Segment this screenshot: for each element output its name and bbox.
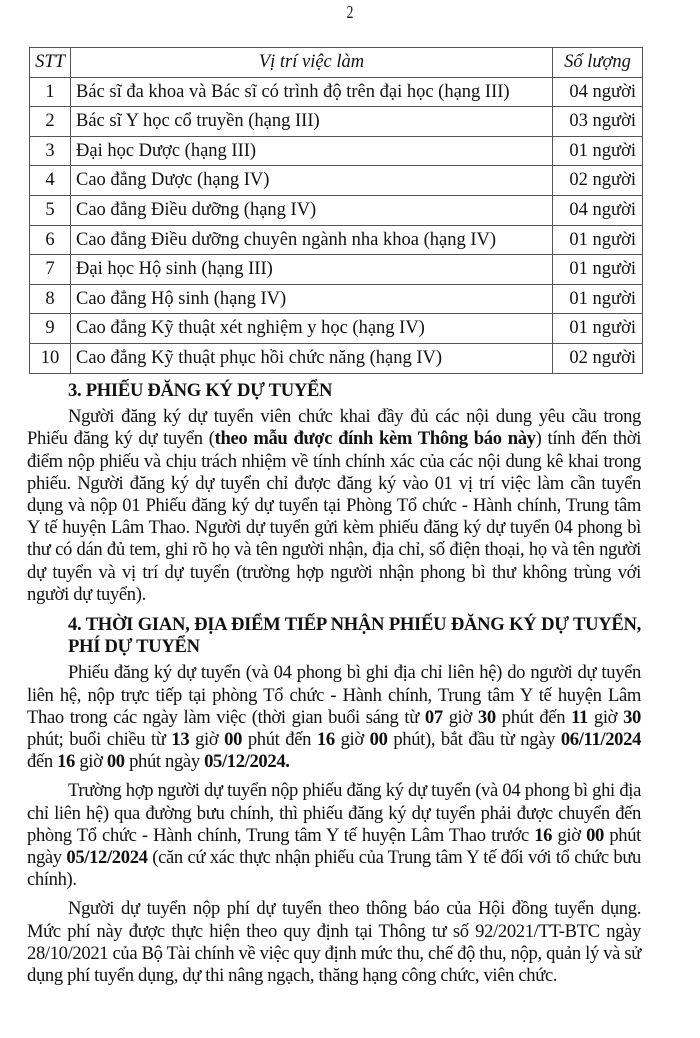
cell-quantity: 03 người — [553, 107, 643, 137]
cell-position: Bác sĩ Y học cổ truyền (hạng III) — [71, 107, 553, 137]
header-quantity: Số lượng — [553, 48, 643, 78]
text-run: giờ — [587, 706, 624, 728]
cell-stt: 5 — [30, 195, 71, 225]
section-4-heading: 4. THỜI GIAN, ĐỊA ĐIỂM TIẾP NHẬN PHIẾU ĐĂNG KÝ DỰ TUYỂN, PHÍ DỰ TUYỂN — [68, 614, 641, 658]
text-run: phút ngày — [124, 751, 205, 773]
cell-stt: 3 — [30, 136, 71, 166]
header-stt: STT — [30, 48, 71, 78]
table-row — [30, 314, 643, 344]
cell-stt: 6 — [30, 225, 71, 255]
table-row — [30, 255, 643, 285]
text-run: Phiếu đăng ký dự tuyển (và 04 phong bì ghi địa chỉ liên hệ) do người dự tuyển liên hệ, nộp trực tiếp tại phòng Tổ chức - Hành chính, Trung tâm Y tế huyện Lâm Thao trong các ngày làm việc (thời gian buổi sáng từ — [27, 662, 641, 728]
bold-run: 13 — [171, 729, 190, 751]
text-run: giờ — [75, 751, 107, 773]
bold-run: theo mẫu được đính kèm Thông báo này — [214, 428, 536, 450]
cell-quantity: 02 người — [553, 343, 643, 373]
cell-position: Cao đẳng Kỹ thuật xét nghiệm y học (hạng IV) — [71, 314, 553, 344]
section-4-paragraph-1 — [27, 662, 641, 773]
table-header-row — [30, 48, 643, 78]
cell-quantity: 04 người — [553, 77, 643, 107]
cell-stt: 7 — [30, 255, 71, 285]
bold-run: 07 — [424, 706, 443, 728]
bold-run: 16 — [316, 729, 335, 751]
bold-run: 00 — [586, 824, 604, 846]
text-run: phút đến — [242, 729, 317, 751]
bold-run: 05/12/2024. — [204, 751, 290, 773]
text-run: ) tính đến thời điểm nộp phiếu và chịu trách nhiệm về tính chính xác của các nội dung kê khai trong phiếu. Người đăng ký dự tuyển chỉ được đăng ký vào 01 vị trí việc làm cần tuyển dụng và nộp 01 Phiếu đăng ký dự tuyển tại Phòng Tổ chức - Hành chính, Trung tâm Y tế huyện Lâm Thao. Người dự tuyển gửi kèm phiếu đăng ký dự tuyển 04 phong bì thư có dán đủ tem, ghi rõ họ và tên người nhận, địa chỉ, số điện thoại, họ và tên người dự tuyển và vị trí dự tuyển (trường hợp người nhận phong bì thư không trùng với người dự tuyển). — [27, 428, 642, 605]
bold-run: 05/12/2024 — [66, 847, 148, 869]
cell-quantity: 01 người — [553, 284, 643, 314]
cell-stt: 9 — [30, 314, 71, 344]
text-run: giờ — [189, 729, 225, 751]
bold-run: 00 — [224, 729, 243, 751]
text-run: Trường hợp người dự tuyển nộp phiếu đăng ký dự tuyển (và 04 phong bì ghi địa chỉ liên hệ) qua đường bưu chính, thì phiếu đăng ký dự tuyển phải được chuyển đến phòng Tổ chức - Hành chính, Trung tâm Y tế huyện Lâm Thao trước — [27, 780, 641, 846]
section-3-paragraph — [27, 406, 641, 606]
text-run: đến — [27, 751, 58, 773]
table-row — [30, 166, 643, 196]
page-number: 2 — [346, 2, 354, 22]
section-4-paragraph-2 — [27, 780, 641, 891]
cell-quantity: 02 người — [553, 166, 643, 196]
table-row — [30, 343, 643, 373]
section-3-heading: 3. PHIẾU ĐĂNG KÝ DỰ TUYỂN — [68, 380, 333, 401]
table-row — [30, 77, 643, 107]
cell-quantity: 04 người — [553, 195, 643, 225]
bold-run: 06/11/2024 — [560, 729, 642, 751]
cell-position: Cao đẳng Dược (hạng IV) — [71, 166, 553, 196]
cell-quantity: 01 người — [553, 136, 643, 166]
text-run: (căn cứ xác thực nhận phiếu của Trung tâm Y tế đối với tổ chức bưu chính). — [27, 847, 642, 891]
cell-position: Cao đẳng Kỹ thuật phục hồi chức năng (hạng IV) — [71, 343, 553, 373]
header-position: Vị trí việc làm — [71, 48, 553, 78]
table-row — [30, 225, 643, 255]
bold-run: 16 — [57, 751, 76, 773]
bold-run: 00 — [106, 751, 125, 773]
bold-run: 11 — [571, 706, 588, 728]
cell-stt: 4 — [30, 166, 71, 196]
bold-run: 16 — [534, 824, 553, 846]
text-run: giờ — [334, 729, 370, 751]
text-run: Người đăng ký dự tuyển viên chức khai đầy đủ các nội dung yêu cầu trong Phiếu đăng ký dự tuyển ( — [27, 406, 641, 450]
cell-position: Cao đẳng Điều dưỡng chuyên ngành nha khoa (hạng IV) — [71, 225, 553, 255]
bold-run: 30 — [623, 706, 641, 728]
text-run: giờ — [442, 706, 478, 728]
cell-quantity: 01 người — [553, 314, 643, 344]
bold-run: 00 — [369, 729, 388, 751]
section-4-paragraph-3: Người dự tuyển nộp phí dự tuyển theo thông báo của Hội đồng tuyển dụng. Mức phí này được thực hiện theo quy định tại Thông tư số 92/2021/TT-BTC ngày 28/10/2021 của Bộ Tài chính về việc quy định mức thu, chế độ thu, nộp, quản lý và sử dụng phí tuyển dụng, dự thi nâng ngạch, thăng hạng công chức, viên chức. — [27, 898, 641, 987]
cell-stt: 1 — [30, 77, 71, 107]
text-run: giờ — [552, 824, 587, 846]
table-row — [30, 136, 643, 166]
bold-run: 30 — [477, 706, 496, 728]
cell-stt: 8 — [30, 284, 71, 314]
text-run: phút; buổi chiều từ — [27, 729, 172, 751]
table-row — [30, 195, 643, 225]
document-body — [27, 380, 641, 994]
cell-quantity: 01 người — [553, 255, 643, 285]
text-run: phút ngày — [27, 824, 641, 869]
cell-quantity: 01 người — [553, 225, 643, 255]
cell-position: Cao đẳng Điều dưỡng (hạng IV) — [71, 195, 553, 225]
table-row — [30, 284, 643, 314]
cell-position: Bác sĩ đa khoa và Bác sĩ có trình độ trên đại học (hạng III) — [71, 77, 553, 107]
cell-stt: 10 — [30, 343, 71, 373]
job-positions-table — [29, 47, 643, 374]
text-run: phút), bắt đầu từ ngày — [387, 729, 561, 751]
cell-stt: 2 — [30, 107, 71, 137]
cell-position: Đại học Hộ sinh (hạng III) — [71, 255, 553, 285]
cell-position: Cao đẳng Hộ sinh (hạng IV) — [71, 284, 553, 314]
text-run: phút đến — [495, 706, 572, 728]
cell-position: Đại học Dược (hạng III) — [71, 136, 553, 166]
table-row — [30, 107, 643, 137]
